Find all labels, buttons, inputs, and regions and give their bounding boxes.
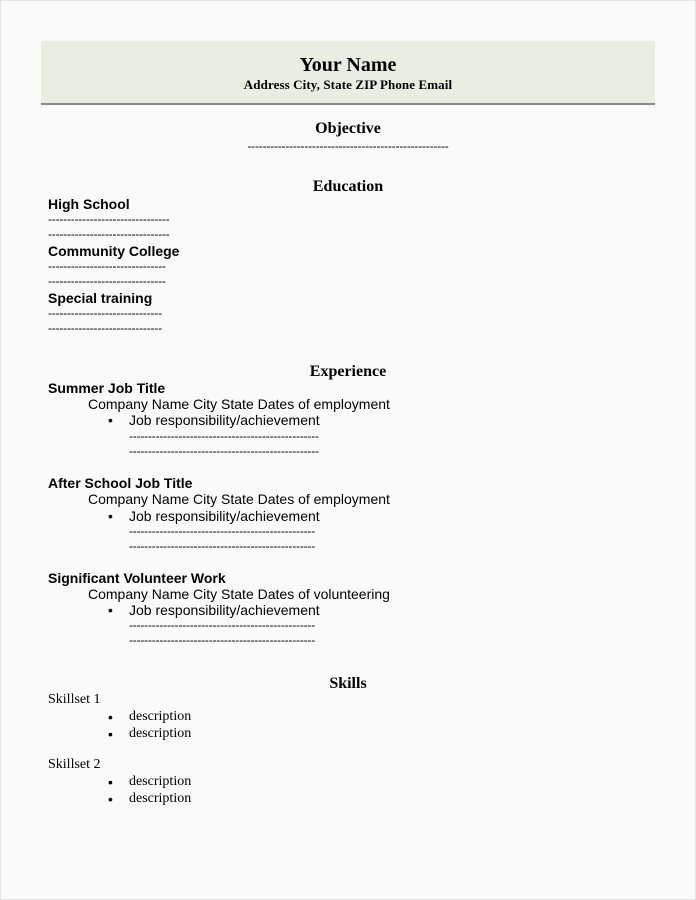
skill-description: description [129, 709, 192, 724]
education-line: ------------------------------ [48, 321, 162, 335]
education-title: High School [48, 196, 130, 212]
bullet-icon: • [108, 412, 113, 428]
job-line: ------------------------------------------------- [129, 618, 316, 632]
education-title: Special training [48, 290, 153, 306]
job-bullet: Job responsibility/achievement [129, 508, 320, 524]
bullet-icon: • [108, 791, 113, 807]
job-line: ------------------------------------------------- [129, 633, 316, 647]
job-line: ------------------------------------------------- [129, 524, 316, 538]
objective-heading: Objective [315, 120, 381, 137]
resume-name: Your Name [299, 54, 397, 76]
job-line: ------------------------------------------------- [129, 539, 316, 553]
job-details: Company Name City State Dates of employment [88, 396, 390, 412]
objective-placeholder: ----------------------------------------------------- [247, 139, 449, 153]
job-title: After School Job Title [48, 475, 193, 491]
job-title: Significant Volunteer Work [48, 570, 226, 586]
skill-description: description [129, 791, 192, 806]
job-details: Company Name City State Dates of employment [88, 491, 390, 507]
education-line: ------------------------------ [48, 306, 162, 320]
skill-description: description [129, 774, 192, 789]
skillset-title: Skillset 1 [48, 692, 101, 707]
job-title: Summer Job Title [48, 380, 166, 396]
bullet-icon: • [108, 602, 113, 618]
job-bullet: Job responsibility/achievement [129, 412, 320, 428]
education-title: Community College [48, 243, 180, 259]
bullet-icon: • [108, 709, 113, 725]
education-line: ------------------------------- [48, 274, 166, 288]
experience-heading: Experience [309, 363, 387, 380]
skills-heading: Skills [329, 675, 367, 692]
skill-description: description [129, 726, 192, 741]
job-line: -------------------------------------------------- [129, 429, 319, 443]
job-bullet: Job responsibility/achievement [129, 602, 320, 618]
skillset-title: Skillset 2 [48, 757, 101, 772]
bullet-icon: • [108, 774, 113, 790]
bullet-icon: • [108, 726, 113, 742]
education-heading: Education [312, 178, 384, 195]
job-line: -------------------------------------------------- [129, 444, 319, 458]
bullet-icon: • [108, 508, 113, 524]
education-line: -------------------------------- [48, 227, 170, 241]
education-line: ------------------------------- [48, 259, 166, 273]
contact-line: Address City, State ZIP Phone Email [243, 77, 453, 92]
job-details: Company Name City State Dates of volunteering [88, 586, 390, 602]
education-line: -------------------------------- [48, 212, 170, 226]
